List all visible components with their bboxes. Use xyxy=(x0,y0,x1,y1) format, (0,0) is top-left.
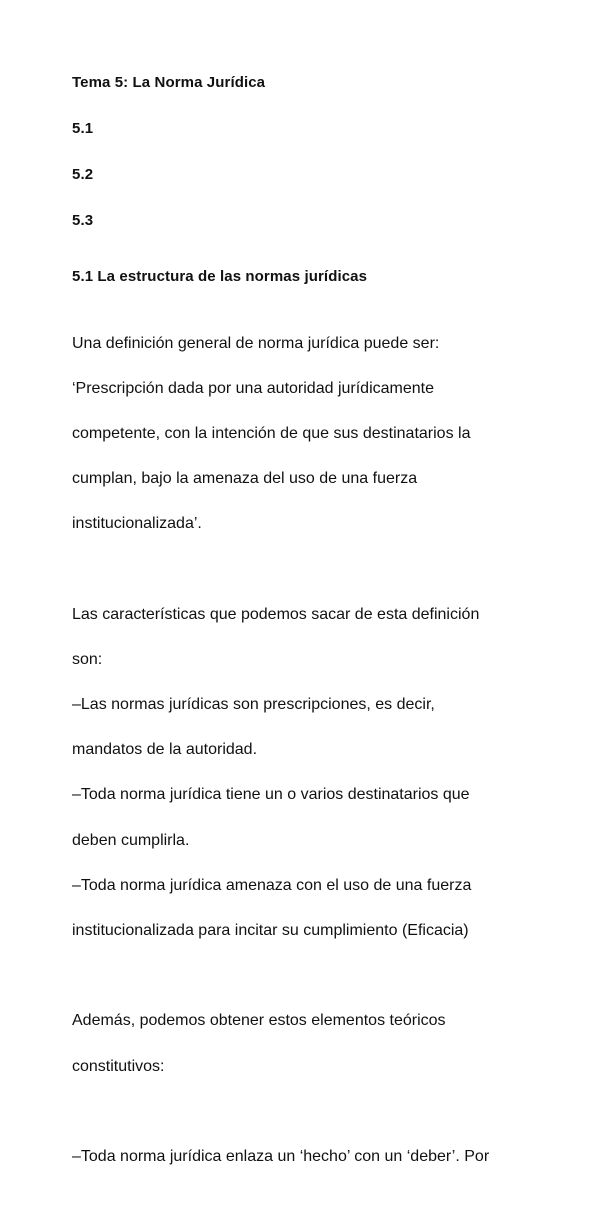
paragraph-line: institucionalizada para incitar su cumplimiento (Eficacia) xyxy=(72,922,469,940)
paragraph-line: ‘Prescripción dada por una autoridad jurídicamente xyxy=(72,379,434,397)
paragraph-line: –Toda norma jurídica tiene un o varios destinatarios que xyxy=(72,786,470,804)
section-heading: 5.1 La estructura de las normas jurídicas xyxy=(72,268,368,285)
toc-item-5-2: 5.2 xyxy=(72,166,94,183)
paragraph-line: constitutivos: xyxy=(72,1057,165,1075)
paragraph-line: institucionalizada’. xyxy=(72,515,202,533)
paragraph-line: cumplan, bajo la amenaza del uso de una fuerza xyxy=(72,470,418,488)
paragraph-fact-duty xyxy=(72,1123,532,1191)
toc-item-5-3: 5.3 xyxy=(72,212,94,229)
paragraph-elements xyxy=(72,988,532,1101)
paragraph-line: –Toda norma jurídica enlaza un ‘hecho’ con un ‘deber’. Por xyxy=(72,1147,490,1165)
paragraph-characteristics xyxy=(72,581,532,965)
toc-item-5-1: 5.1 xyxy=(72,120,94,137)
document-title: Tema 5: La Norma Jurídica xyxy=(72,74,266,91)
document-body xyxy=(72,72,532,1214)
paragraph-line: –Las normas jurídicas son prescripciones, es decir, xyxy=(72,696,435,714)
paragraph-line: –Toda norma jurídica amenaza con el uso de una fuerza xyxy=(72,876,472,894)
paragraph-line: Las características que podemos sacar de esta definición xyxy=(72,605,480,623)
paragraph-definition xyxy=(72,310,532,559)
paragraph-line: deben cumplirla. xyxy=(72,831,190,849)
paragraph-line: competente, con la intención de que sus destinatarios la xyxy=(72,424,471,442)
paragraph-line: mandatos de la autoridad. xyxy=(72,741,258,759)
paragraph-line: son: xyxy=(72,650,103,668)
paragraph-line: Además, podemos obtener estos elementos teóricos xyxy=(72,1012,446,1030)
paragraph-line: Una definición general de norma jurídica puede ser: xyxy=(72,334,440,352)
